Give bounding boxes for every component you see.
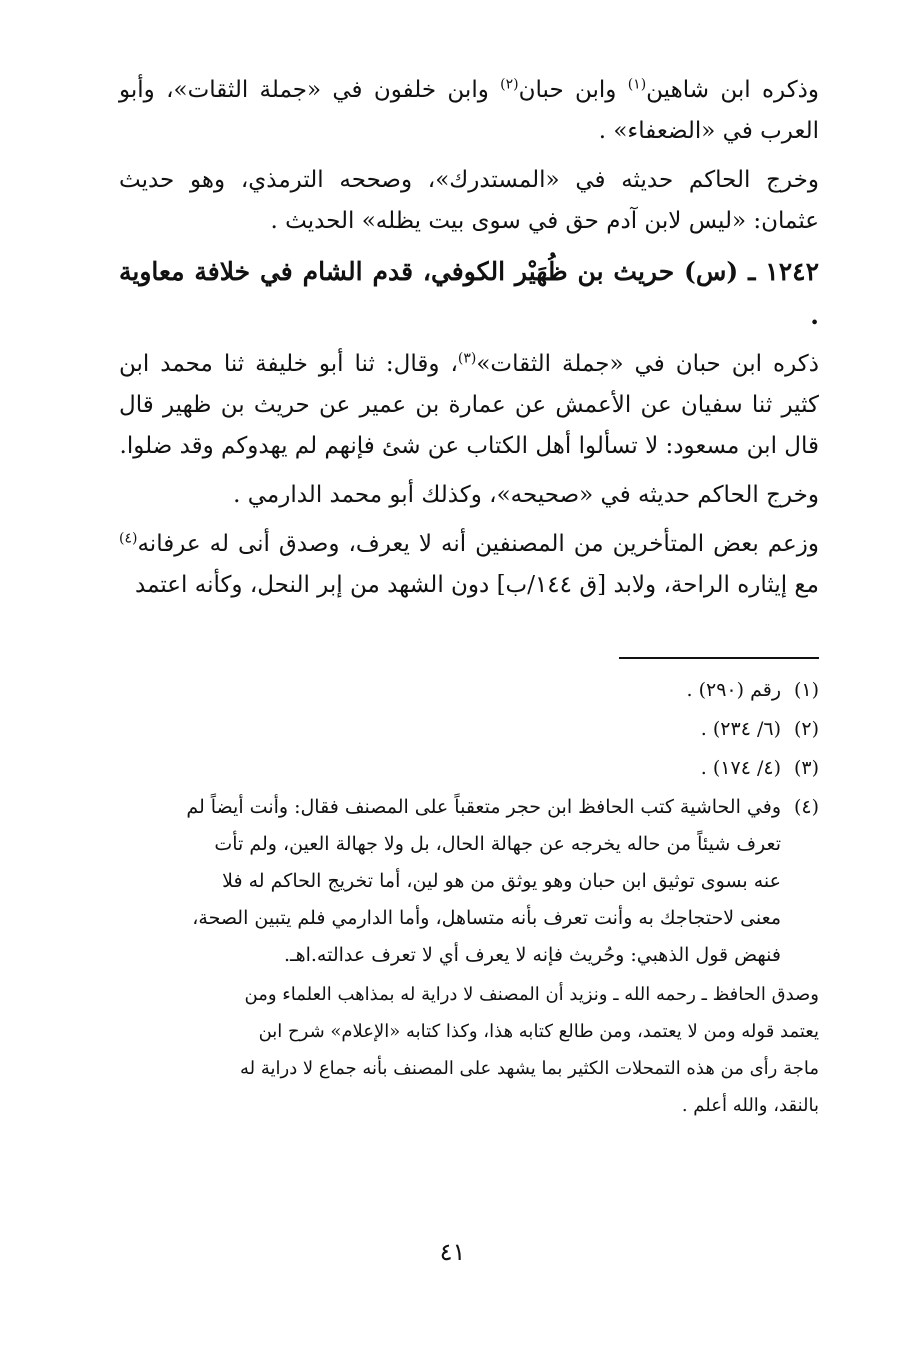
footnote-line: معنى لاحتجاجك به وأنت تعرف بأنه متساهل، وأما الدارمي فلم يتبين الصحة،	[192, 907, 781, 929]
text-run: وابن حبان	[518, 77, 628, 103]
para-3	[119, 344, 819, 467]
footnote-line: فنهض قول الذهبي: وحُريث فإنه لا يعرف أي لا تعرف عدالته.اهـ.	[283, 944, 781, 966]
text-run: ذكره ابن حبان في «جملة الثقات»	[476, 351, 819, 377]
footnote	[119, 789, 819, 974]
footnote-text	[119, 711, 781, 748]
text-run: وزعم بعض المتأخرين من المصنفين أنه لا يعرف، وصدق أنى له عرفانه	[137, 531, 819, 557]
footnote	[119, 750, 819, 787]
para-2	[119, 160, 819, 242]
footnote	[119, 672, 819, 709]
footnote-text	[119, 789, 781, 974]
footnote-number: (١)	[793, 679, 819, 701]
footnote-continuation-line: ماجة رأى من هذه التمحلات الكثير بما يشهد على المصنف بأنه جماع لا دراية له	[239, 1058, 819, 1079]
footnote-text	[119, 750, 781, 787]
text-run: ١٢٤٢ ـ (س) حريث بن ظُهَيْر الكوفي، قدم الشام في خلافة معاوية .	[119, 257, 819, 330]
text-run: وخرج الحاكم حديثه في «صحيحه»، وكذلك أبو محمد الدارمي .	[233, 482, 819, 508]
footnote-separator	[619, 657, 819, 659]
footnotes	[119, 672, 819, 1124]
footnote-number: (٤)	[793, 796, 819, 818]
footnote-line: (٤/ ١٧٤) .	[700, 757, 781, 779]
footnote-reference: (١)	[627, 76, 647, 93]
text-run: وخرج الحاكم حديثه في «المستدرك»، وصححه الترمذي، وهو حديث عثمان: «ليس لابن آدم حق في سوى بيت يظله» الحديث .	[119, 167, 819, 234]
footnote	[119, 711, 819, 748]
footnote-line: (٦/ ٢٣٤) .	[700, 718, 781, 740]
para-1	[119, 70, 819, 152]
footnote-line: تعرف شيئاً من حاله يخرجه عن جهالة الحال، بل ولا جهالة العين، ولم تأت	[214, 833, 781, 855]
footnote-continuation	[119, 976, 819, 1124]
footnote-list	[119, 672, 819, 974]
footnote-reference: (٤)	[119, 530, 138, 547]
text-run: وذكره ابن شاهين	[646, 77, 819, 103]
text-run: مع إيثاره الراحة، ولابد [ق ١٤٤/ب] دون الشهد من إبر النحل، وكأنه اعتمد	[135, 572, 819, 598]
footnote-line: عنه بسوى توثيق ابن حبان وهو يوثق من هو لين، أما تخريج الحاكم له فلا	[222, 870, 781, 892]
para-5	[119, 524, 819, 606]
entry-heading	[119, 250, 819, 338]
footnote-line: وفي الحاشية كتب الحافظ ابن حجر متعقباً على المصنف فقال: وأنت أيضاً لم	[186, 796, 781, 818]
footnote-reference: (٣)	[457, 350, 477, 367]
text-run: وابن خلفون في «جملة الثقات»، وأبو العرب في «الضعفاء» .	[119, 77, 819, 144]
footnote-continuation-line: بالنقد، والله أعلم .	[681, 1095, 819, 1116]
footnote-number: (٢)	[793, 718, 819, 740]
page-number: ٤١	[439, 1238, 466, 1266]
footnote-text	[119, 672, 781, 709]
text-run: ، وقال: ثنا أبو خليفة ثنا محمد ابن كثير ثنا سفيان عن الأعمش عن عمارة بن عمير عن حريث بن ظهير قال قال ابن مسعود: لا تسألوا أهل الكتاب عن شئ فإنهم لم يهدوكم وقد ضلوا.	[119, 351, 819, 459]
footnote-continuation-line: وصدق الحافظ ـ رحمه الله ـ ونزيد أن المصنف لا دراية له بمذاهب العلماء ومن	[244, 984, 819, 1005]
footnote-line: رقم (٢٩٠) .	[686, 679, 781, 701]
main-text	[119, 70, 819, 614]
footnote-continuation-line: يعتمد قوله ومن لا يعتمد، ومن طالع كتابه هذا، وكذا كتابه «الإعلام» شرح ابن	[258, 1021, 819, 1042]
footnote-number: (٣)	[793, 757, 819, 779]
footnote-reference: (٢)	[500, 76, 519, 93]
para-4	[119, 475, 819, 516]
